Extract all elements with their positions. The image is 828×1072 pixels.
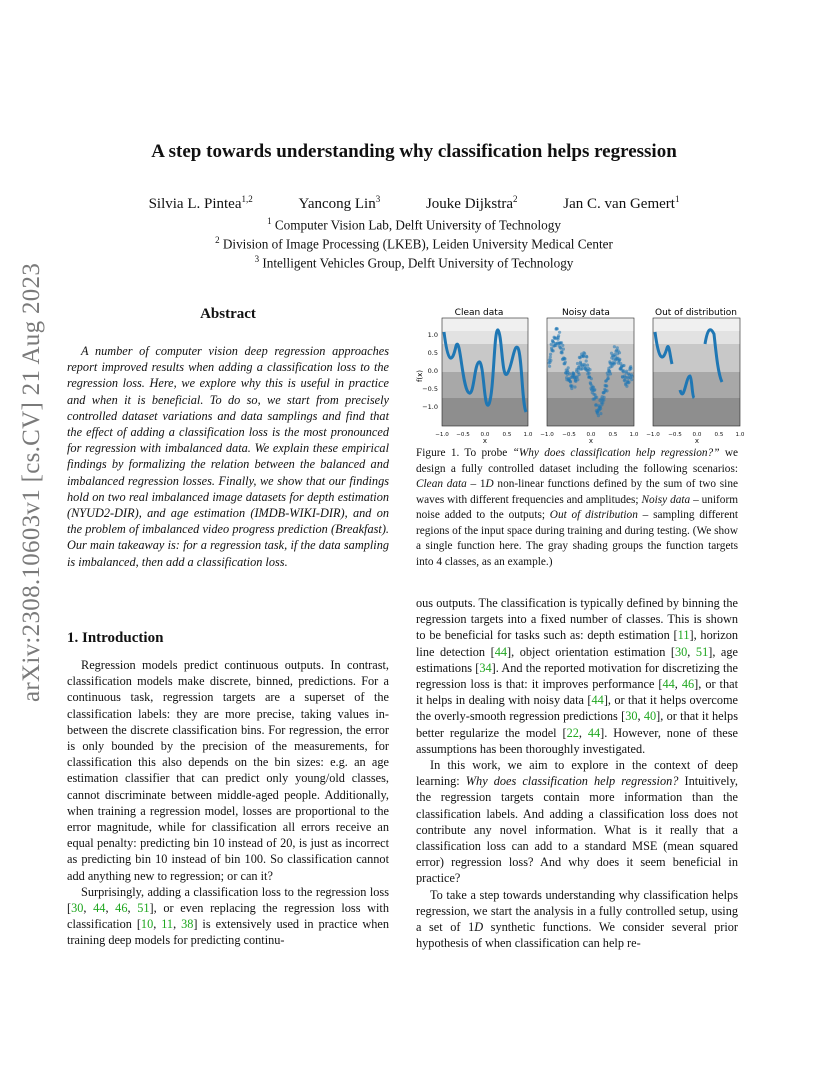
noisy-point	[573, 385, 576, 388]
noisy-point	[622, 364, 625, 367]
noisy-point	[599, 412, 602, 415]
noisy-point	[578, 373, 581, 376]
svg-text:−0.5: −0.5	[422, 385, 438, 393]
panel-clean-data	[442, 308, 528, 426]
noisy-point	[585, 355, 588, 358]
noisy-point	[616, 346, 619, 349]
svg-text:0.0: 0.0	[427, 367, 438, 375]
affiliation: $^1$ Computer Vision Lab, Delft University of Technology	[267, 216, 561, 233]
paragraph: Surprisingly, adding a classification loss to the regression loss [30, 44, 46, 51], or even replacing the regression loss with classification [10, 11, 38] is extensively used in practice when training deep models for predicting continu-	[67, 884, 389, 948]
citation-link[interactable]: 10	[140, 917, 154, 932]
noisy-point	[582, 355, 585, 358]
paragraph: ous outputs. The classification is typically defined by binning the regression targets into a fixed number of classes. This is shown to be beneficial for tasks such as: depth estimation [11], horizon line detection [44], object orientation estimation [30, 51], age estimations [34]. And the reported motivation for discretizing the regression loss is that: it improves performance [44, 46], or that it helps in dealing with noisy data [44], or that it helps overcome the overly-smooth regression predictions [30, 40], or that it helps better regularize the model [22, 44]. However, none of these assumptions has been thoroughly investigated.	[416, 596, 739, 756]
noisy-point	[609, 372, 612, 375]
noisy-point	[583, 352, 586, 355]
noisy-point	[613, 361, 616, 364]
abstract-text: A number of computer vision deep regression approaches report improved results when adding a classification loss to the regression loss. Here, we explore why this is useful in practice and when it is beneficial. To do so, we start from precisely controlled dataset variations and data samplings and find that the effect of adding a classification loss is the most pronounced for regression with imbalanced data. We explain these empirical findings by formalizing the relation between the balanced and imbalanced regression losses. Finally, we show that our findings hold on two real imbalanced image datasets for depth estimation (NYUD2-DIR), and age estimation (IMDB-WIKI-DIR), and on the problem of imbalanced video progress prediction (Breakfast). Our main takeaway is: for a regression task, if the data sampling is imbalanced, then add a classification loss.	[67, 344, 389, 569]
noisy-point	[564, 361, 567, 364]
x-axis-label: x	[482, 437, 488, 444]
noisy-point	[571, 384, 574, 387]
citation-link[interactable]: 44	[591, 693, 604, 708]
noisy-point	[558, 331, 561, 334]
noisy-point	[597, 414, 600, 417]
arxiv-side-stamp: arXiv:2308.10603v1 [cs.CV] 21 Aug 2023	[18, 262, 45, 702]
noisy-point	[625, 385, 628, 388]
svg-text:−1.0: −1.0	[540, 432, 554, 438]
noisy-point	[549, 356, 552, 359]
citation-link[interactable]: 34	[479, 660, 492, 675]
noisy-point	[588, 372, 591, 375]
citation-link[interactable]: 40	[643, 709, 657, 724]
noisy-point	[630, 375, 633, 378]
svg-text:−1.0: −1.0	[646, 432, 660, 438]
svg-text:0.5: 0.5	[714, 432, 724, 438]
paragraph: In this work, we aim to explore in the context of deep learning: Why does classification help regression? Intuitively, the regression targets contain more information than the classification labels. And adding a classification loss does not contribute any novel information. What is it really that a classification loss can add to a standard MSE (mean squared error) regression loss? And why does it seem beneficial in practice?	[416, 758, 739, 886]
svg-text:−0.5: −0.5	[562, 432, 576, 438]
citation-link[interactable]: 44	[494, 644, 507, 659]
author: Yancong Lin$^3$	[298, 194, 381, 212]
noisy-point	[563, 357, 566, 360]
y-axis-label: f(x)	[416, 369, 424, 383]
noisy-point	[630, 378, 633, 381]
svg-text:1.0: 1.0	[427, 331, 438, 339]
noisy-point	[586, 364, 589, 367]
figure-1-plots	[416, 304, 746, 444]
noisy-point	[588, 368, 591, 371]
affiliation: $^3$ Intelligent Vehicles Group, Delft University of Technology	[254, 254, 574, 271]
noisy-point	[561, 351, 564, 354]
paper-title: A step towards understanding why classification helps regression	[151, 141, 677, 162]
figure-caption: Figure 1. To probe “Why does classification help regression?” we design a fully controlled dataset including the following scenarios: Clean data – 1D non-linear functions defined by the sum of two sine waves with different frequencies and amplitudes; Noisy data – uniform noise added to the outputs; Out of distribution – sampling different regions of the input space during training and during testing. (We show a single function here. The gray shading groups the function targets into 4 classes, as an example.)	[416, 447, 739, 568]
noisy-point	[576, 378, 579, 381]
noisy-point	[602, 399, 605, 402]
noisy-point	[603, 396, 606, 399]
citation-link[interactable]: 30	[675, 644, 688, 659]
noisy-point	[585, 359, 588, 362]
citation-link[interactable]: 51	[137, 901, 150, 916]
svg-text:0.5: 0.5	[502, 432, 512, 438]
panel-title: Clean data	[454, 308, 504, 318]
svg-text:1.0: 1.0	[523, 432, 533, 438]
svg-text:0.5: 0.5	[608, 432, 618, 438]
noisy-point	[595, 396, 598, 399]
noisy-point	[552, 349, 555, 352]
noisy-point	[549, 353, 552, 356]
noisy-point	[618, 358, 621, 361]
citation-link[interactable]: 44	[93, 901, 106, 916]
noisy-point	[622, 369, 625, 372]
author: Silvia L. Pintea$^{1,2}$	[148, 194, 253, 212]
right-column-text	[416, 595, 738, 951]
noisy-point	[590, 377, 593, 380]
noisy-point	[601, 401, 604, 404]
noisy-point	[618, 351, 621, 354]
svg-text:0.0: 0.0	[586, 432, 596, 438]
noisy-point	[549, 359, 552, 362]
noisy-point	[556, 327, 559, 330]
citation-link[interactable]: 22	[566, 725, 579, 740]
panel-title: Out of distribution	[654, 308, 738, 318]
noisy-point	[561, 344, 564, 347]
panel-title: Noisy data	[562, 308, 610, 318]
noisy-point	[569, 380, 572, 383]
citation-link[interactable]: 38	[181, 917, 194, 932]
citation-link[interactable]: 46	[115, 901, 128, 916]
citation-link[interactable]: 11	[677, 628, 690, 643]
citation-link[interactable]: 30	[71, 901, 84, 916]
noisy-point	[567, 366, 570, 369]
noisy-point	[605, 389, 608, 392]
paragraph: To take a step towards understanding why classification helps regression, we start the analysis in a fully controlled setup, using a set of 1D synthetic functions. We consider several prior hypothesis of when classification can help re-	[416, 887, 738, 951]
noisy-point	[605, 384, 608, 387]
svg-text:1.0: 1.0	[735, 432, 745, 438]
citation-link[interactable]: 44	[662, 677, 675, 692]
affiliation: $^2$ Division of Image Processing (LKEB), Leiden University Medical Center	[215, 235, 613, 252]
noisy-point	[613, 345, 616, 348]
panel-out-of-distribution	[653, 308, 740, 426]
noisy-point	[629, 367, 632, 370]
left-column-text	[67, 657, 389, 949]
svg-text:0.0: 0.0	[480, 432, 490, 438]
section-heading-introduction: 1. Introduction	[67, 630, 164, 646]
svg-text:−0.5: −0.5	[456, 432, 470, 438]
svg-text:0.0: 0.0	[692, 432, 702, 438]
author: Jan C. van Gemert$^1$	[563, 194, 680, 212]
citation-link[interactable]: 30	[625, 709, 638, 724]
author-list	[0, 194, 828, 213]
noisy-point	[593, 388, 596, 391]
svg-text:1.0: 1.0	[629, 432, 639, 438]
noisy-point	[557, 334, 560, 337]
noisy-point	[607, 377, 610, 380]
paragraph: Regression models predict continuous outputs. In contrast, classification models make discrete, binned, predictions. For a continuous task, regression targets are a superset of the classification labels: they are more precise, taking values in-between the discrete classification bins. For regression, the error is only bounded by the precision of the measurements, for classification this also depends on the bin sizes: e.g. an age estimation classifier that can predict only young/old classes, cannot discriminate between middle-aged people. Additionally, when training a regression model, losses are proportional to the error magnitude, while for classification all errors receive an equal penalty: predicting bin 10 instead of 20, is just as incorrect as predicting bin 10 instead of bin 100. So classification cannot add anything new to regression; or can it?	[67, 658, 389, 883]
noisy-point	[628, 381, 631, 384]
citation-link[interactable]: 46	[681, 677, 695, 692]
svg-text:−0.5: −0.5	[668, 432, 682, 438]
svg-text:−1.0: −1.0	[435, 432, 449, 438]
figure-1	[416, 304, 746, 449]
svg-text:0.5: 0.5	[427, 349, 438, 357]
citation-link[interactable]: 51	[695, 644, 709, 659]
noisy-point	[548, 365, 551, 368]
x-axis-label: x	[694, 437, 700, 444]
noisy-point	[625, 370, 628, 373]
svg-text:−1.0: −1.0	[422, 403, 438, 411]
panel-noisy-data	[547, 308, 634, 426]
citation-link[interactable]: 44	[587, 725, 601, 740]
abstract-heading: Abstract	[200, 306, 256, 322]
citation-link[interactable]: 11	[161, 917, 174, 932]
noisy-point	[562, 348, 565, 351]
noisy-point	[568, 372, 571, 375]
author: Jouke Dijkstra$^2$	[425, 194, 518, 212]
noisy-point	[576, 362, 579, 365]
noisy-point	[581, 367, 584, 370]
noisy-point	[599, 407, 602, 410]
x-axis-label: x	[588, 437, 594, 444]
